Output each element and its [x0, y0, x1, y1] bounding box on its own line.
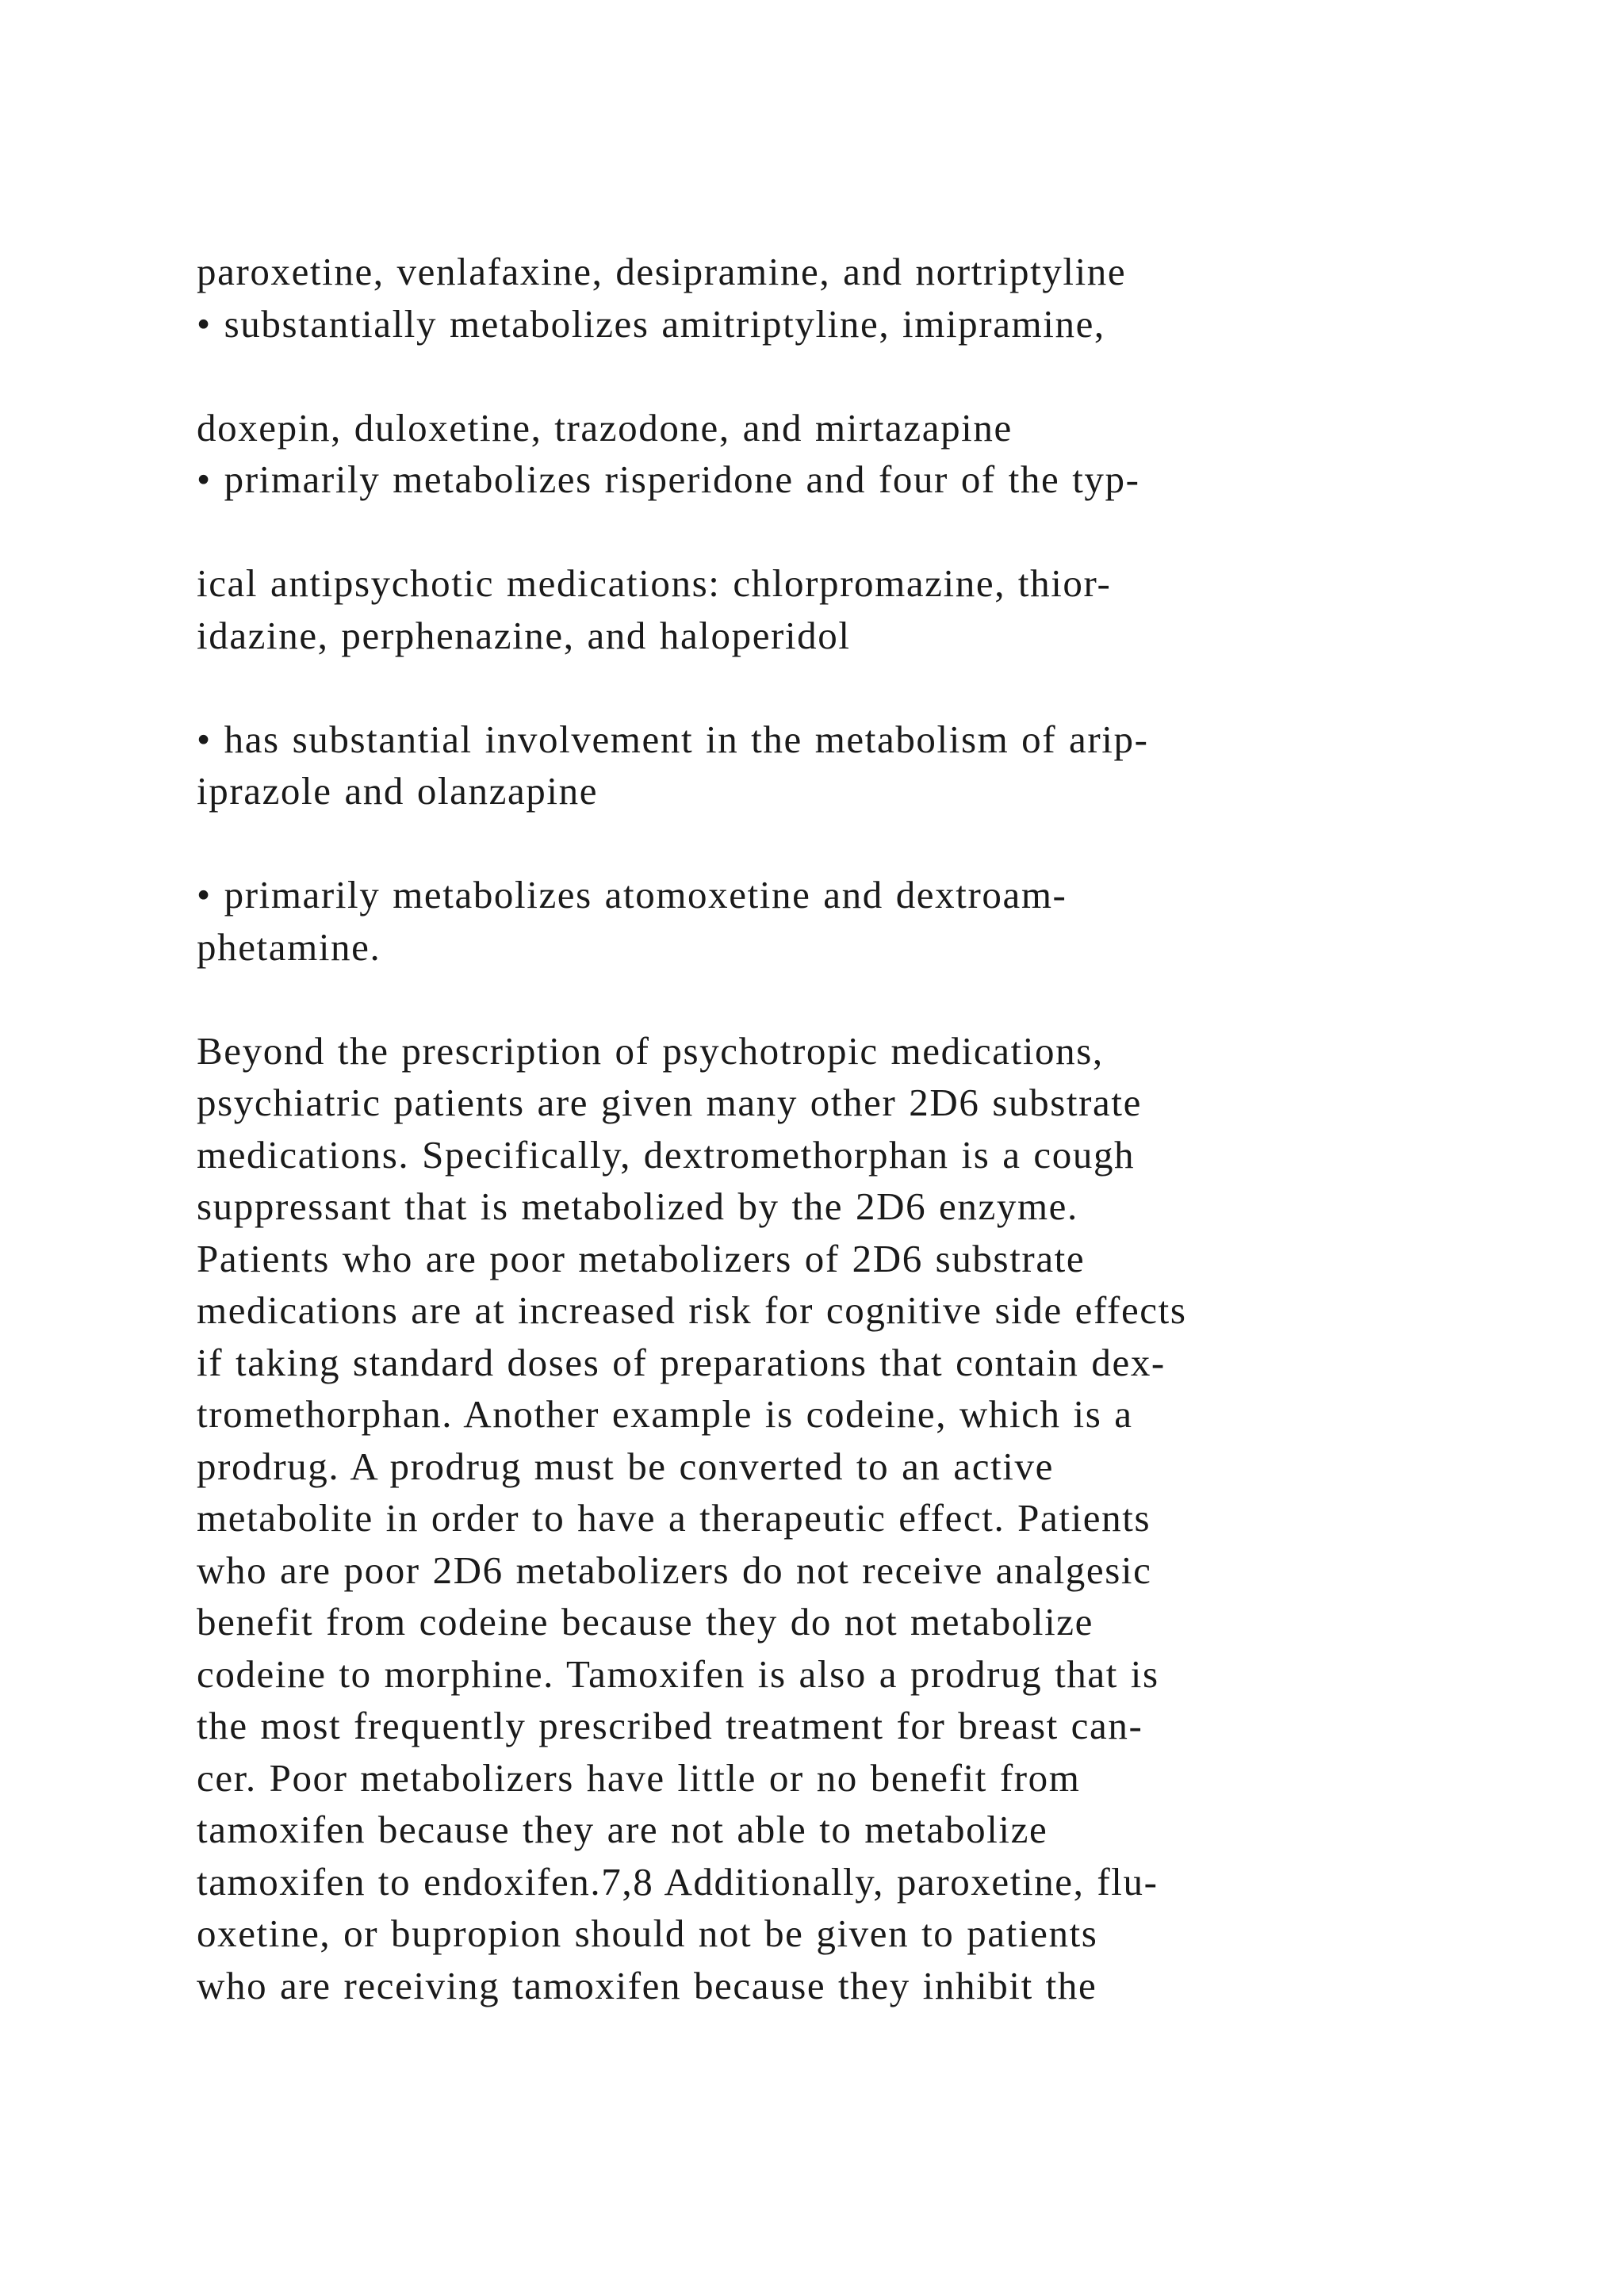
- text-line: metabolite in order to have a therapeutic effect. Patients: [197, 1496, 1151, 1540]
- text-line: phetamine.: [197, 924, 381, 969]
- text-line: tromethorphan. Another example is codeine, which is a: [197, 1392, 1133, 1436]
- blank-line: [197, 973, 1561, 1025]
- blank-line: [197, 817, 1561, 870]
- blank-line: [197, 350, 1561, 402]
- text-line: prodrug. A prodrug must be converted to an active: [197, 1444, 1054, 1488]
- blank-line: [197, 506, 1561, 558]
- text-line: doxepin, duloxetine, trazodone, and mirtazapine: [197, 405, 1013, 450]
- blank-line: [197, 661, 1561, 714]
- text-line: Beyond the prescription of psychotropic medications,: [197, 1028, 1104, 1073]
- text-line: • primarily metabolizes atomoxetine and dextroam-: [197, 873, 1067, 916]
- text-line: oxetine, or bupropion should not be given to patients: [197, 1911, 1098, 1955]
- body-text: [197, 246, 1561, 2011]
- text-line: suppressant that is metabolized by the 2D6 enzyme.: [197, 1184, 1078, 1228]
- text-line: • substantially metabolizes amitriptyline, imipramine,: [197, 301, 1105, 346]
- text-line: psychiatric patients are given many other 2D6 substrate: [197, 1081, 1142, 1124]
- text-line: iprazole and olanzapine: [197, 769, 599, 813]
- text-line: if taking standard doses of preparations that contain dex-: [197, 1340, 1166, 1384]
- text-line: tamoxifen to endoxifen.7,8 Additionally, paroxetine, flu-: [197, 1859, 1159, 1904]
- text-line: benefit from codeine because they do not metabolize: [197, 1600, 1094, 1644]
- text-line: idazine, perphenazine, and haloperidol: [197, 613, 851, 657]
- text-line: • primarily metabolizes risperidone and four of the typ-: [197, 457, 1140, 501]
- text-line: • has substantial involvement in the metabolism of arip-: [197, 717, 1149, 761]
- text-line: who are poor 2D6 metabolizers do not receive analgesic: [197, 1548, 1152, 1592]
- text-line: cer. Poor metabolizers have little or no benefit from: [197, 1755, 1081, 1800]
- text-line: codeine to morphine. Tamoxifen is also a prodrug that is: [197, 1651, 1159, 1696]
- text-line: ical antipsychotic medications: chlorpromazine, thior-: [197, 561, 1112, 605]
- text-line: who are receiving tamoxifen because they inhibit the: [197, 1963, 1097, 2007]
- text-line: paroxetine, venlafaxine, desipramine, and nortriptyline: [197, 250, 1127, 293]
- text-line: Patients who are poor metabolizers of 2D6 substrate: [197, 1236, 1086, 1280]
- text-line: medications. Specifically, dextromethorphan is a cough: [197, 1132, 1136, 1177]
- text-line: medications are at increased risk for cognitive side effects: [197, 1288, 1187, 1332]
- text-line: tamoxifen because they are not able to metabolize: [197, 1808, 1048, 1851]
- text-line: the most frequently prescribed treatment for breast can-: [197, 1704, 1143, 1747]
